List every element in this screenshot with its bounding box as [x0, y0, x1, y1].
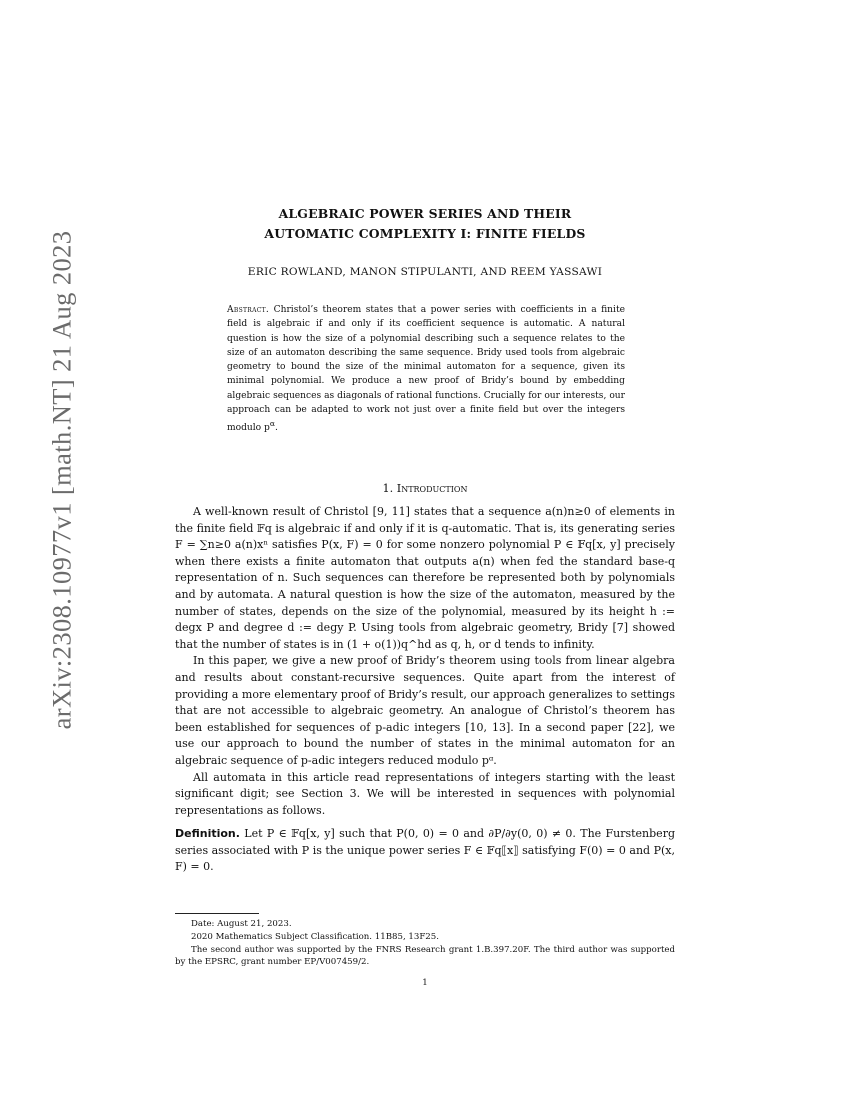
definition-text: Let P ∈ 𝔽q[x, y] such that P(0, 0) = 0 and ∂P/∂y(0, 0) ≠ 0. The Furstenberg series associated with P is the unique power series F ∈ 𝔽q⟦x⟧ satisfying F(0) = 0 and P(x, F) = 0. — [175, 827, 675, 874]
page-number: 1 — [422, 978, 428, 988]
footnote-msc: 2020 Mathematics Subject Classification. 11B85, 13F25. — [191, 931, 439, 942]
author-list: ERIC ROWLAND, MANON STIPULANTI, AND REEM YASSAWI — [247, 266, 603, 278]
footnote-grants: The second author was supported by the FNRS Research grant 1.B.397.20F. The third author was supported by the EPSRC, grant number EP/V007459/2. — [175, 944, 675, 968]
section-title: Introduction — [396, 482, 468, 495]
title-line-2: AUTOMATIC COMPLEXITY I: FINITE FIELDS — [264, 226, 586, 241]
footnote-date: Date: August 21, 2023. — [191, 919, 292, 929]
abstract-superscript: α — [269, 419, 275, 429]
abstract — [227, 303, 625, 436]
paragraph-1: A well-known result of Christol [9, 11] states that a sequence a(n)n≥0 of elements in the finite field 𝔽q is algebraic if and only if it is q-automatic. That is, its generating series F = ∑n≥0 a(n)xⁿ satisfies P(x, F) = 0 for some nonzero polynomial P ∈ 𝔽q[x, y] precisely when there exists a finite automaton that outputs a(n) when fed the standard base-q representation of n. Such sequences can therefore be represented both by polynomials and by automata. A natural question is how the size of the automaton, measured by the number of states, depends on the size of the polynomial, measured by its height h := degx P and degree d := degy P. Using tools from algebraic geometry, Bridy [7] showed that the number of states is in (1 + o(1))q^hd as q, h, or d tends to infinity. — [175, 505, 675, 651]
body-text — [175, 504, 675, 876]
abstract-end: . — [275, 423, 278, 434]
abstract-text: Christol’s theorem states that a power series with coefficients in a finite field is algebraic if and only if its coefficient sequence is automatic. A natural question is how the size of a polynomial describing such a sequence relates to the size of an automaton describing the same sequence. Bridy used tools from algebraic geometry to bound the size of the minimal automaton for a sequence, given its minimal polynomial. We produce a new proof of Bridy’s bound by embedding algebraic sequences as diagonals of rational functions. Crucially for our interests, our approach can be adapted to work not just over a finite field but over the integers modulo p — [227, 305, 625, 434]
paper-title — [175, 204, 675, 244]
definition-label: Definition. — [175, 827, 240, 841]
abstract-label: Abstract. — [227, 305, 270, 315]
paragraph-2: In this paper, we give a new proof of Bridy’s theorem using tools from linear algebra and results about constant-recursive sequences. Quite apart from the interest of providing a more elementary proof of Bridy’s result, our approach generalizes to settings that are not accessible to algebraic geometry. An analogue of Christol’s theorem has been established for sequences of p-adic integers [10, 13]. In a second paper [22], we use our approach to bound the number of states in the minimal automaton for an algebraic sequence of p-adic integers reduced modulo pᵅ. — [175, 654, 675, 767]
footnote-divider — [175, 913, 259, 914]
title-line-1: ALGEBRAIC POWER SERIES AND THEIR — [278, 206, 572, 221]
paragraph-3: All automata in this article read representations of integers starting with the least significant digit; see Section 3. We will be interested in sequences with polynomial representations as follows. — [175, 770, 675, 817]
footnotes — [175, 918, 675, 969]
definition — [175, 826, 675, 876]
section-heading — [175, 482, 675, 495]
section-number: 1. — [382, 482, 394, 495]
arxiv-identifier: arXiv:2308.10977v1 [math.NT] 21 Aug 2023 — [46, 230, 77, 730]
